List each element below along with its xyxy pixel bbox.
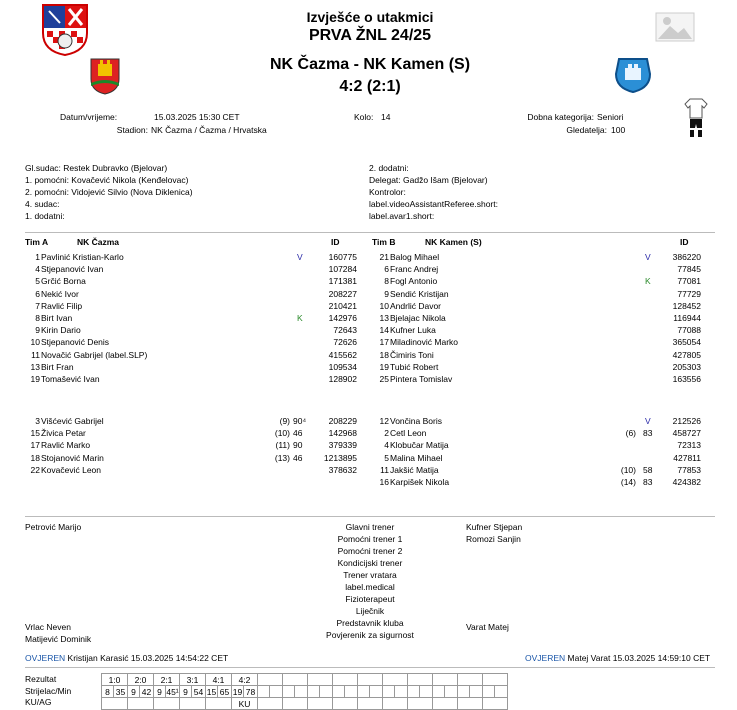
player-name: Balog Mihael bbox=[390, 252, 440, 262]
scorer-number-cell bbox=[258, 686, 270, 698]
scorer-minute-cell: 78 bbox=[244, 686, 258, 698]
scorer-minute-cell bbox=[470, 686, 483, 698]
sub-for: (10) bbox=[274, 428, 290, 439]
result-cell: 4:1 bbox=[206, 674, 232, 686]
result-cell bbox=[433, 674, 458, 686]
verification-right bbox=[525, 652, 710, 664]
player-row bbox=[0, 415, 737, 427]
result-cell bbox=[258, 674, 283, 686]
player-number: 21 bbox=[379, 252, 389, 262]
staff-roles bbox=[290, 521, 450, 641]
kuag-cell bbox=[483, 698, 508, 710]
player-row bbox=[0, 288, 737, 300]
kuag-cell bbox=[458, 698, 483, 710]
stadium-label: Stadion: bbox=[116, 125, 148, 135]
scorer-number-cell bbox=[358, 686, 370, 698]
staff-role: Povjerenik za sigurnost bbox=[326, 630, 414, 640]
scorer-number-cell: 19 bbox=[232, 686, 243, 697]
divider bbox=[25, 667, 715, 668]
player-name: Bjelajac Nikola bbox=[390, 313, 446, 323]
table-row bbox=[102, 674, 508, 686]
scorer-number-cell bbox=[333, 686, 345, 698]
player-name: Ravlić Filip bbox=[41, 300, 83, 311]
staff-right-top2: Romozi Sanjin bbox=[466, 534, 521, 544]
staff-role: Kondicijski trener bbox=[337, 558, 403, 568]
sub-minute: 90⁴ bbox=[293, 416, 307, 426]
player-id: 109534 bbox=[328, 361, 357, 372]
official-line: 4. sudac: bbox=[25, 199, 60, 209]
player-id: 116944 bbox=[673, 313, 701, 323]
scorer-minute-cell bbox=[320, 686, 333, 698]
player-id: 72313 bbox=[677, 440, 701, 451]
staff-role: label.medical bbox=[345, 582, 395, 592]
team-a-name: NK Čazma bbox=[77, 237, 120, 247]
player-id: 72626 bbox=[333, 337, 357, 348]
officials-left bbox=[25, 162, 193, 222]
team-a-id-header: ID bbox=[331, 237, 340, 247]
player-name: Franc Andrej bbox=[390, 264, 439, 275]
player-number: 11 bbox=[31, 349, 40, 360]
player-number: 5 bbox=[384, 452, 389, 463]
result-cell: 2:1 bbox=[154, 674, 180, 686]
result-table bbox=[101, 673, 508, 710]
kuag-cell bbox=[206, 698, 232, 710]
player-name: Pintera Tomislav bbox=[390, 374, 453, 384]
sub-minute: 90 bbox=[293, 440, 303, 451]
staff-role: Predstavnik kluba bbox=[336, 618, 404, 628]
staff-role: Fizioterapeut bbox=[345, 594, 395, 604]
staff-role: Pomoćni trener 1 bbox=[337, 534, 403, 544]
verification-right-text: Matej Varat 15.03.2025 14:59:10 CET bbox=[567, 653, 711, 663]
staff-role: Pomoćni trener 2 bbox=[337, 546, 403, 556]
player-row bbox=[0, 361, 737, 373]
player-number: 19 bbox=[379, 361, 389, 372]
club-crest-icon bbox=[90, 55, 120, 95]
sub-for: (11) bbox=[275, 440, 290, 451]
official-line: Delegat: Gadžo Išam (Bjelovar) bbox=[369, 175, 488, 185]
player-number: 15 bbox=[30, 428, 40, 439]
sub-for: (10) bbox=[620, 464, 636, 475]
player-name: Cetl Leon bbox=[390, 428, 427, 439]
staff-right-bottom: Varat Matej bbox=[466, 622, 509, 632]
player-number: 10 bbox=[30, 337, 40, 348]
player-id: 208229 bbox=[328, 416, 357, 426]
player-id: 458727 bbox=[672, 428, 701, 439]
kuag-cell: KU bbox=[232, 698, 258, 710]
result-cell: 4:2 bbox=[232, 674, 258, 686]
kuag-cell bbox=[358, 698, 383, 710]
scorer-number-cell bbox=[308, 686, 320, 698]
player-number: 16 bbox=[379, 477, 389, 487]
player-row bbox=[0, 476, 737, 488]
scorer-number-cell bbox=[433, 686, 445, 698]
kuag-cell bbox=[102, 698, 128, 710]
player-id: 205303 bbox=[672, 361, 701, 372]
player-name: Birt Fran bbox=[41, 361, 74, 372]
player-id: 424382 bbox=[672, 477, 701, 487]
team-b-id-header: ID bbox=[680, 237, 689, 247]
player-id: 128452 bbox=[672, 300, 701, 311]
official-line: label.videoAssistantReferee.short: bbox=[369, 199, 498, 209]
official-line: 2. pomoćni: Vidojević Silvio (Nova Diklenica) bbox=[25, 187, 193, 197]
result-cell bbox=[358, 674, 383, 686]
player-flag: K bbox=[645, 276, 651, 287]
player-name: Tubić Robert bbox=[390, 361, 439, 372]
player-name: Čimiris Toni bbox=[390, 349, 434, 360]
staff-right-top1: Kufner Stjepan bbox=[466, 522, 523, 532]
player-name: Andrlić Davor bbox=[390, 300, 442, 311]
player-number: 6 bbox=[35, 288, 40, 299]
player-name: Birt Ivan bbox=[41, 313, 73, 323]
sub-minute: 46 bbox=[293, 452, 303, 463]
table-row bbox=[102, 686, 508, 698]
player-number: 1 bbox=[35, 252, 40, 262]
player-name: Ravlić Marko bbox=[41, 440, 91, 451]
official-line: Gl.sudac: Restek Dubravko (Bjelovar) bbox=[25, 163, 168, 173]
kuag-cell bbox=[433, 698, 458, 710]
scorer-minute-cell: 54 bbox=[192, 686, 206, 698]
table-row bbox=[102, 698, 508, 710]
official-line: Kontrolor: bbox=[369, 187, 406, 197]
player-id: 427805 bbox=[672, 349, 701, 360]
scorer-minute-cell: 42 bbox=[140, 686, 154, 698]
sub-for: (14) bbox=[620, 477, 636, 487]
player-row bbox=[0, 452, 737, 464]
scorer-row-label: Strijelac/Min bbox=[25, 686, 72, 696]
round-label: Kolo: bbox=[354, 112, 374, 122]
scorer-number-cell bbox=[483, 686, 495, 698]
scorer-minute-cell: 65 bbox=[218, 686, 232, 698]
player-id: 212526 bbox=[672, 416, 701, 426]
player-flag: V bbox=[297, 252, 303, 262]
player-id: 386220 bbox=[672, 252, 701, 262]
player-row bbox=[0, 300, 737, 312]
official-line: 2. dodatni: bbox=[369, 163, 409, 173]
verification-left bbox=[25, 652, 228, 664]
scorer-number-cell bbox=[458, 686, 470, 698]
player-row bbox=[0, 251, 737, 263]
player-id: 210421 bbox=[328, 300, 357, 311]
player-number: 5 bbox=[35, 276, 40, 287]
player-name: Stojanović Marin bbox=[41, 452, 104, 463]
player-number: 9 bbox=[35, 325, 40, 336]
player-name: Fogl Antonio bbox=[390, 276, 438, 287]
scorer-minute-cell bbox=[420, 686, 433, 698]
player-id: 160775 bbox=[328, 252, 357, 262]
county-crest-icon bbox=[41, 3, 89, 57]
player-number: 25 bbox=[379, 374, 389, 384]
scorer-minute-cell bbox=[295, 686, 308, 698]
report-title: Izvješće o utakmici bbox=[306, 9, 434, 25]
player-number: 14 bbox=[379, 325, 389, 336]
player-name: Kufner Luka bbox=[390, 325, 436, 336]
player-id: 365054 bbox=[672, 337, 701, 348]
player-id: 427811 bbox=[673, 452, 701, 463]
player-id: 77729 bbox=[677, 288, 701, 299]
away-club-crest-icon bbox=[614, 56, 652, 94]
player-id: 107284 bbox=[328, 264, 357, 275]
scorer-number-cell: 9 bbox=[154, 686, 166, 698]
team-b-label: Tim B bbox=[372, 237, 396, 247]
kuag-cell bbox=[258, 698, 283, 710]
stadium-value: NK Čazma / Čazma / Hrvatska bbox=[151, 125, 267, 135]
official-line: 1. dodatni: bbox=[25, 211, 65, 221]
player-number: 22 bbox=[30, 464, 40, 475]
player-number: 11 bbox=[380, 464, 389, 475]
sub-for: (9) bbox=[279, 416, 290, 426]
scorer-minute-cell bbox=[345, 686, 358, 698]
player-number: 3 bbox=[35, 416, 40, 426]
player-id: 378632 bbox=[328, 464, 357, 475]
player-number: 6 bbox=[384, 264, 389, 275]
player-id: 163556 bbox=[672, 374, 701, 384]
player-name: Nekić Ivor bbox=[41, 288, 79, 299]
player-name: Jakšić Matija bbox=[390, 464, 439, 475]
sub-for: (6) bbox=[625, 428, 636, 439]
spectators-value: 100 bbox=[611, 125, 626, 135]
player-id: 77088 bbox=[677, 325, 701, 336]
player-name: Stjepanović Ivan bbox=[41, 264, 104, 275]
kuag-cell bbox=[283, 698, 308, 710]
scorer-minute-cell bbox=[370, 686, 383, 698]
kuag-cell bbox=[333, 698, 358, 710]
player-number: 13 bbox=[379, 313, 389, 323]
result-cell: 2:0 bbox=[128, 674, 154, 686]
scorer-number-cell: 15 bbox=[206, 686, 217, 697]
player-row bbox=[0, 336, 737, 348]
result-cell bbox=[333, 674, 358, 686]
sub-minute: 83 bbox=[643, 477, 653, 487]
player-name: Tomašević Ivan bbox=[41, 374, 100, 384]
player-number: 4 bbox=[384, 440, 389, 451]
player-id: 142976 bbox=[328, 313, 357, 323]
sub-minute: 83 bbox=[643, 428, 653, 439]
player-number: 8 bbox=[384, 276, 389, 287]
player-name: Malina Mihael bbox=[390, 452, 443, 463]
kuag-cell bbox=[180, 698, 206, 710]
category-label: Dobna kategorija: bbox=[527, 112, 594, 122]
kuag-cell bbox=[154, 698, 180, 710]
scorer-number-cell: 9 bbox=[128, 686, 140, 698]
player-name: Miladinović Marko bbox=[390, 337, 459, 348]
player-number: 17 bbox=[379, 337, 389, 348]
player-row bbox=[0, 373, 737, 385]
kit-icon bbox=[684, 98, 708, 138]
player-row bbox=[0, 439, 737, 451]
sub-minute: 46 bbox=[293, 428, 303, 439]
player-name: Vončina Boris bbox=[390, 416, 442, 426]
staff-left-bottom1: Vrlac Neven bbox=[25, 622, 71, 632]
player-id: 415562 bbox=[328, 349, 357, 360]
staff-left-top: Petrović Marijo bbox=[25, 522, 82, 532]
player-number: 10 bbox=[379, 300, 389, 311]
player-name: Novačić Gabrijel (label.SLP) bbox=[41, 349, 148, 360]
divider bbox=[25, 232, 715, 233]
category-value: Seniori bbox=[597, 112, 624, 122]
result-cell bbox=[458, 674, 483, 686]
player-id: 77081 bbox=[677, 276, 701, 287]
league-title: PRVA ŽNL 24/25 bbox=[308, 27, 432, 44]
kuag-row-label: KU/AG bbox=[25, 697, 52, 707]
staff-left-bottom2: Matijević Dominik bbox=[25, 634, 92, 644]
result-cell bbox=[408, 674, 433, 686]
kuag-cell bbox=[128, 698, 154, 710]
player-name: Višćević Gabrijel bbox=[41, 416, 104, 426]
player-name: Živica Petar bbox=[41, 428, 86, 439]
player-number: 13 bbox=[30, 361, 40, 372]
datetime-label: Datum/vrijeme: bbox=[60, 112, 118, 122]
player-name: Karpišek Nikola bbox=[390, 477, 450, 487]
player-number: 17 bbox=[30, 440, 40, 451]
player-name: Kovačević Leon bbox=[41, 464, 102, 475]
result-row-label: Rezultat bbox=[25, 674, 57, 684]
scorer-minute-cell bbox=[395, 686, 408, 698]
player-number: 12 bbox=[379, 416, 389, 426]
player-number: 18 bbox=[379, 349, 389, 360]
player-id: 208227 bbox=[328, 288, 357, 299]
player-name: Sendić Kristijan bbox=[390, 288, 449, 299]
sub-for: (13) bbox=[274, 452, 290, 463]
player-id: 379339 bbox=[328, 440, 357, 451]
player-row bbox=[0, 349, 737, 361]
verified-status: OVJEREN bbox=[525, 653, 566, 663]
player-name: Kirin Dario bbox=[41, 325, 81, 336]
player-id: 77853 bbox=[677, 464, 701, 475]
player-number: 2 bbox=[384, 428, 389, 439]
spectators-label: Gledatelja: bbox=[566, 125, 607, 135]
player-row bbox=[0, 464, 737, 476]
player-id: 171381 bbox=[328, 276, 357, 287]
player-number: 9 bbox=[384, 288, 389, 299]
player-id: 72643 bbox=[333, 325, 357, 336]
player-number: 7 bbox=[35, 300, 40, 311]
match-score: 4:2 (2:1) bbox=[339, 78, 401, 95]
result-cell bbox=[483, 674, 508, 686]
player-id: 77845 bbox=[677, 264, 701, 275]
player-row bbox=[0, 324, 737, 336]
kuag-cell bbox=[408, 698, 433, 710]
player-flag: V bbox=[645, 416, 651, 426]
kuag-cell bbox=[308, 698, 333, 710]
scorer-number-cell bbox=[283, 686, 295, 698]
player-number: 19 bbox=[30, 374, 40, 384]
result-cell bbox=[383, 674, 408, 686]
result-cell bbox=[283, 674, 308, 686]
player-flag: V bbox=[645, 252, 651, 262]
divider bbox=[25, 516, 715, 517]
image-placeholder-icon bbox=[655, 12, 695, 42]
player-id: 128902 bbox=[328, 374, 357, 384]
kuag-cell bbox=[383, 698, 408, 710]
player-id: 1213895 bbox=[323, 452, 357, 463]
team-a-label: Tim A bbox=[25, 237, 49, 247]
scorer-minute-cell bbox=[270, 686, 283, 698]
scorer-number-cell: 8 bbox=[102, 686, 114, 698]
official-line: label.avar1.short: bbox=[369, 211, 435, 221]
player-row bbox=[0, 275, 737, 287]
verified-status: OVJEREN bbox=[25, 653, 66, 663]
player-flag: K bbox=[297, 313, 303, 323]
player-number: 4 bbox=[35, 264, 40, 275]
scorer-minute-cell: 35 bbox=[114, 686, 128, 698]
result-cell: 3:1 bbox=[180, 674, 206, 686]
scorer-minute-cell bbox=[445, 686, 458, 698]
sub-minute: 58 bbox=[643, 464, 653, 475]
result-cell: 1:0 bbox=[102, 674, 128, 686]
player-name: Klobučar Matija bbox=[390, 440, 449, 451]
player-row bbox=[0, 263, 737, 275]
player-number: 18 bbox=[30, 452, 40, 463]
official-line: 1. pomoćni: Kovačević Nikola (Kenđelovac) bbox=[25, 175, 189, 185]
match-teams: NK Čazma - NK Kamen (S) bbox=[269, 56, 471, 73]
scorer-number-cell bbox=[383, 686, 395, 698]
staff-role: Glavni trener bbox=[345, 522, 395, 532]
round-value: 14 bbox=[381, 112, 391, 122]
scorer-minute-cell bbox=[495, 686, 508, 698]
player-name: Stjepanović Denis bbox=[41, 337, 110, 348]
team-b-name: NK Kamen (S) bbox=[425, 237, 482, 247]
scorer-number-cell bbox=[408, 686, 420, 698]
datetime-value: 15.03.2025 15:30 CET bbox=[154, 112, 240, 122]
player-name: Pavlinić Kristian-Karlo bbox=[41, 252, 124, 262]
staff-role: Trener vratara bbox=[343, 570, 397, 580]
player-row bbox=[0, 312, 737, 324]
verification-left-text: Kristijan Karasić 15.03.2025 14:54:22 CET bbox=[67, 653, 229, 663]
player-id: 142968 bbox=[328, 428, 357, 439]
player-row bbox=[0, 427, 737, 439]
scorer-number-cell: 9 bbox=[180, 686, 192, 698]
player-number: 8 bbox=[35, 313, 40, 323]
officials-right bbox=[369, 162, 498, 222]
result-cell bbox=[308, 674, 333, 686]
staff-role: Liječnik bbox=[355, 606, 385, 616]
player-name: Grčić Borna bbox=[41, 276, 86, 287]
scorer-minute-cell: 45¹ bbox=[166, 686, 179, 697]
